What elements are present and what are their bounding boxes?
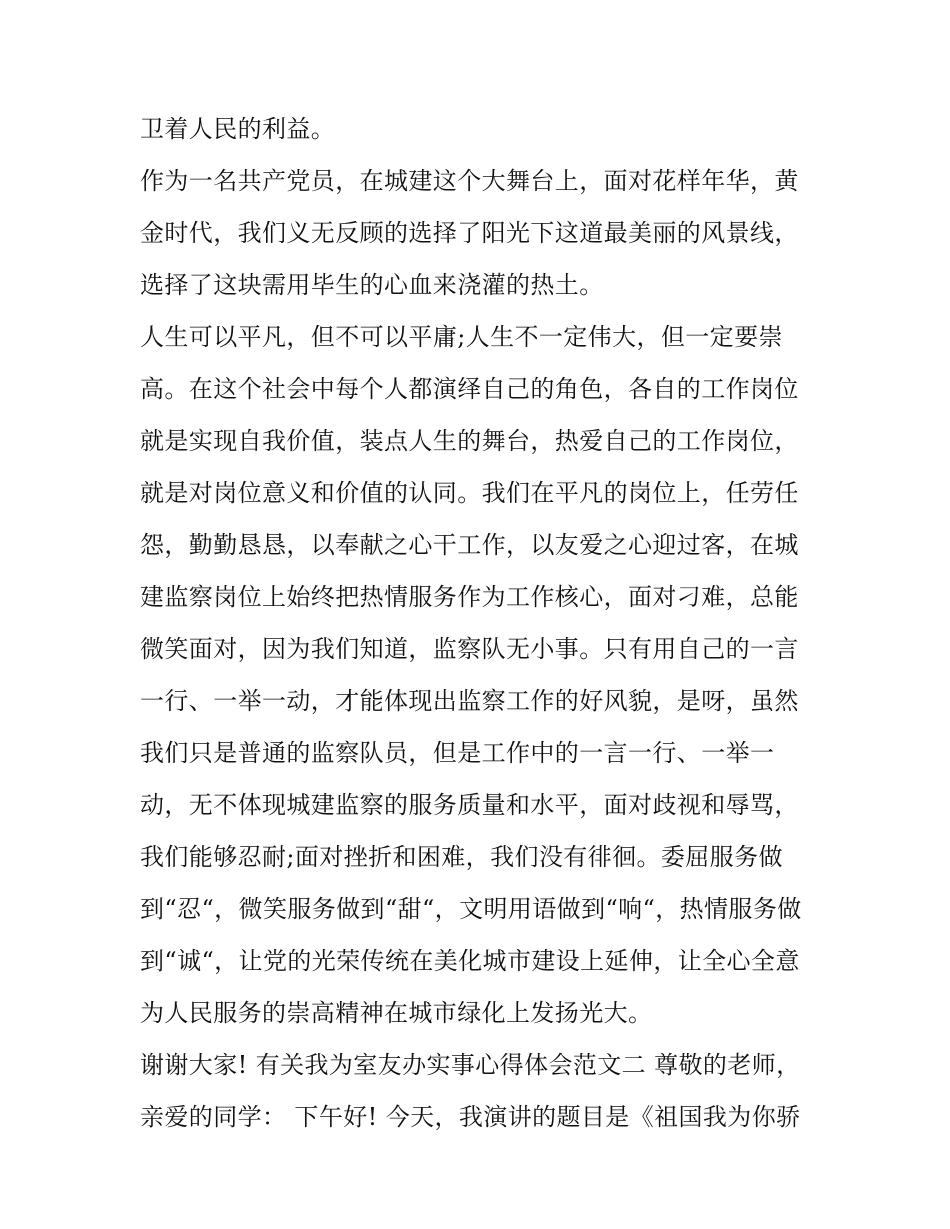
text-line: 金时代，我们义无反顾的选择了阳光下这道最美丽的风景线， [140, 219, 799, 247]
text-line: 微笑面对，因为我们知道，监察队无小事。只有用自己的一言 [140, 635, 799, 663]
text-line: 人生可以平凡，但不可以平庸;人生不一定伟大，但一定要崇 [140, 323, 783, 351]
text-line: 就是实现自我价值，装点人生的舞台，热爱自己的工作岗位， [140, 427, 799, 455]
text-line: 亲爱的同学： 下午好! 今天，我演讲的题目是《祖国我为你骄 [140, 1103, 801, 1131]
text-line: 就是对岗位意义和价值的认同。我们在平凡的岗位上，任劳任 [140, 479, 799, 507]
text-line: 一行、一举一动，才能体现出监察工作的好风貌，是呀，虽然 [140, 687, 799, 715]
text-line: 我们只是普通的监察队员，但是工作中的一言一行、一举一 [140, 739, 775, 767]
text-line: 建监察岗位上始终把热情服务作为工作核心，面对刁难，总能 [140, 583, 799, 611]
document-body [140, 108, 820, 1148]
text-line: 谢谢大家! 有关我为室友办实事心得体会范文二 尊敬的老师， [140, 1051, 801, 1079]
text-line: 到“诚“，让党的光荣传统在美化城市建设上延伸，让全心全意 [140, 947, 800, 975]
text-line: 我们能够忍耐;面对挫折和困难，我们没有徘徊。委屈服务做 [140, 843, 783, 871]
text-line: 选择了这块需用毕生的心血来浇灌的热土。 [140, 271, 604, 299]
text-line: 卫着人民的利益。 [140, 115, 336, 143]
text-line: 到“忍“，微笑服务做到“甜“，文明用语做到“响“，热情服务做 [140, 895, 802, 923]
text-line: 为人民服务的崇高精神在城市绿化上发扬光大。 [140, 999, 653, 1027]
text-line: 作为一名共产党员，在城建这个大舞台上，面对花样年华，黄 [140, 167, 799, 195]
text-line: 怨，勤勤恳恳，以奉献之心干工作，以友爱之心迎过客，在城 [140, 531, 799, 559]
text-line: 动，无不体现城建监察的服务质量和水平，面对歧视和辱骂， [140, 791, 799, 819]
text-line: 高。在这个社会中每个人都演绎自己的角色，各自的工作岗位 [140, 375, 799, 403]
